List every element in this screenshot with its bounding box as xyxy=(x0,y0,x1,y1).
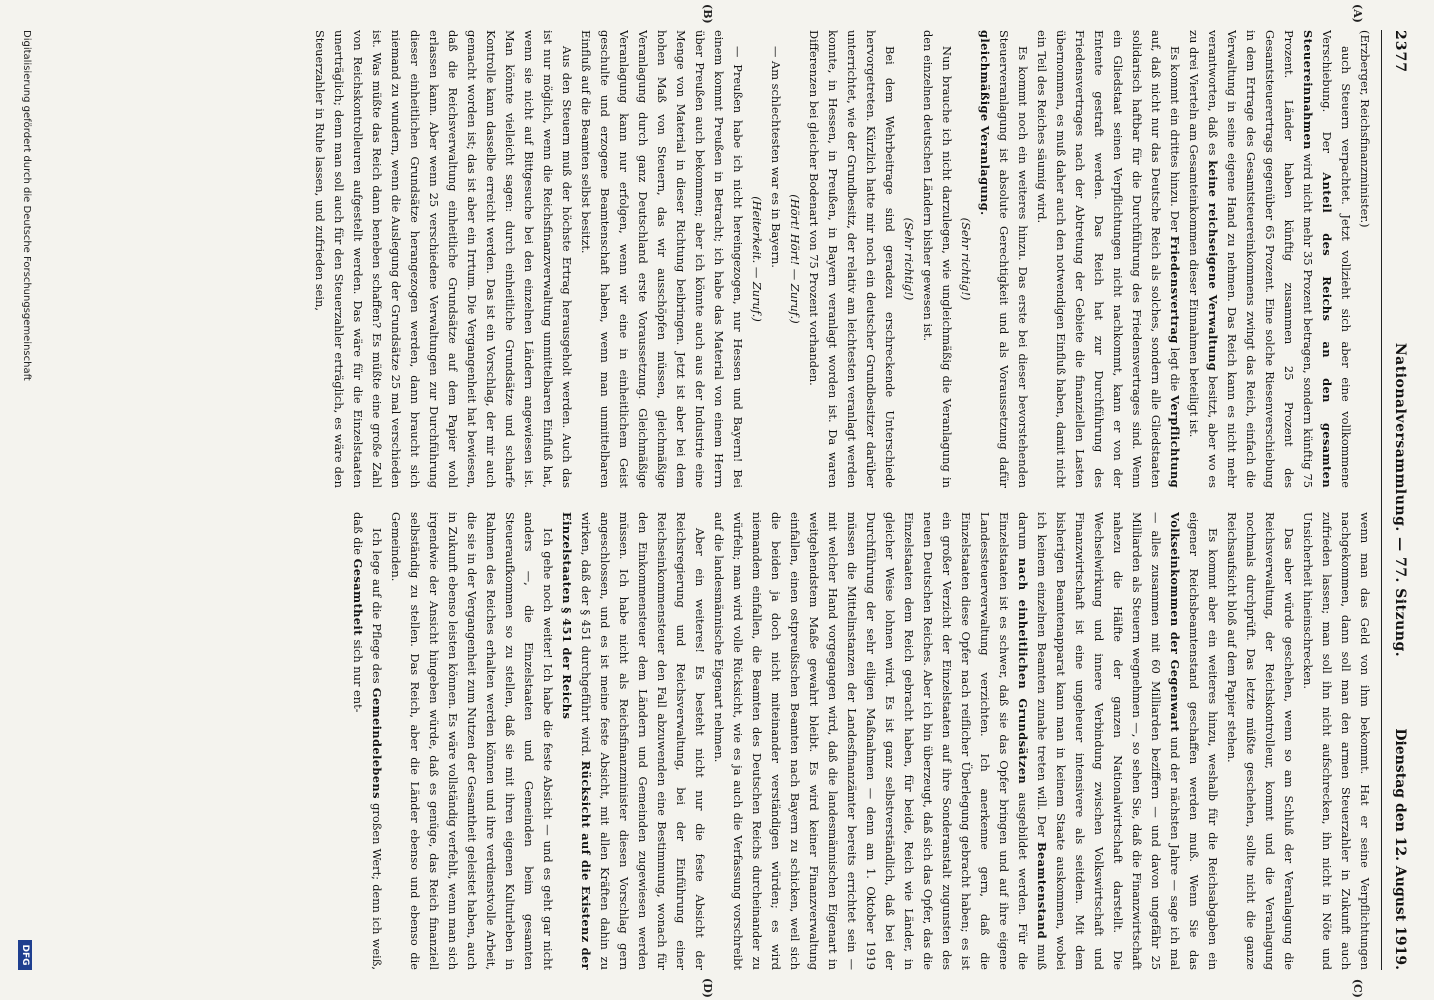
column-left xyxy=(84,30,1374,488)
paragraph: Das aber würde geschehen, wenn so am Schluß der Veranlagung die Reichsverwaltung, der Reichskontrolleur, kommt und die Veranlagung nochmals durchprüft. Das letzte müßte geschehen, sollte nicht die ganze Reichsaufsicht bloß auf dem Papier stehen. xyxy=(1225,512,1296,970)
paragraph: Ich gehe noch weiter! Ich habe die feste Absicht — und es geht gar nicht anders —, die Einzelstaaten und Gemeinden beim gesamten Steueraufkommen so zu stellen, daß sie mit ihren eigenen Kulturleben in Rahmen des Reiches erhalten werden können und ihre verdienstvolle Arbeit, die sie in der Vergangenheit zum Nutzen der Gesamtheit geleistet haben, auch in Zukunft ebenso leisten können. Es wäre vollständig verfehlt, wenn man sich irgendwie der Ansicht hingeben würde, daß es genüge, das Reich finanziell selbständig zu stellen. Das Reich, aber die Länder ebenso und ebenso die Gemeinden. xyxy=(389,512,555,970)
session-date: Dienstag den 12. August 1919. xyxy=(1392,728,1408,970)
interjection: (Hört! Hört! — Zuruf.) xyxy=(788,194,802,324)
speaker-line: (Erzberger, Reichsfinanzminister.) xyxy=(1358,30,1372,228)
paragraph: Es kommt noch ein weiteres hinzu. Das erste bei dieser bevorstehenden Steuerveranlagung ist absolute Gerechtigkeit und als Voraussetzung dafür gleichmäßige Veranlagung. xyxy=(978,30,1030,488)
interjection: (Heiterkeit. — Zuruf.) xyxy=(750,196,764,322)
paragraph: Aber ein weiteres! Es besteht nicht nur die feste Absicht der Reichsregierung und Reichsverwaltung, bei der Einführung einer Reichseinkommensteuer den Fall abzuwenden eine Bestimmung, wonach für den Einkommensteuer dem Ländern und Gemeinden zugewiesen werden müssen. Ich habe nicht als Reichsfinanzminister diesen Vorschlag gern angeschlossen, und es ist meine feste Absicht, mit allen Kräften dahin zu wirken, daß der § 451 durchgeführt wird. Rücksicht auf die Existenz der Einzelstaaten § 451 der Reichs xyxy=(560,512,707,970)
paragraph: Es kommt ein drittes hinzu. Der Friedensvertrag legt die Verpflichtung auf, daß nicht nur das Deutsche Reich als solches, sondern alle Gliedstaaten solidarisch haftbar für die Durchführung des Friedensvertrages sind. Wenn ein Gliedstaat seinen Verpflichtungen nicht nachkommt, kann er von der Entente gestraft werden. Das Reich hat zur Durchführung des Friedensvertrages nach der Abtretung der Gebiete die finanziellen Lasten übernommen, es muß daher auch den notwendigen Einfluß haben, damit nicht ein Teil des Reiches säumig wird. xyxy=(1035,30,1182,488)
page-number: 2377 xyxy=(1392,30,1408,73)
margin-mark-a: (A) xyxy=(1351,4,1364,23)
paragraph: Nun brauche ich nicht darzulegen, wie ungleichmäßig die Veranlagung in den einzelnen deutschen Ländern bisher gewesen ist. xyxy=(921,30,954,488)
paragraph: Bei dem Wehrbeitrage sind geradezu erschreckende Unterschiede hervorgetreten. Kürzlich hatte mir noch ein deutscher Grundbesitzer darüber unterrichtet, wie der Grundbesitz, der relativ am leichtesten veranlagt werden konnte, in Hessen, in Preußen, in Bayern veranlagt worden ist. Da waren Differenzen bei gleicher Bodenart von 75 Prozent vorhanden. xyxy=(807,30,897,488)
paragraph: Ich lege auf die Pflege des Gemeindelebens großen Wert; denn ich weiß, daß die Gesamtheit sich nur ent- xyxy=(351,512,384,970)
page-title: Nationalversammlung. — 77. Sitzung. xyxy=(1392,342,1408,658)
dfg-logo: DFG xyxy=(18,940,32,970)
paragraph: wenn man das Geld von ihm bekommt. Hat er seine Verpflichtungen nachgekommen, dann soll man den armen Steuerzahler in Zukunft auch zufrieden lassen; man soll ihn nicht aufschrecken, ihn nicht in Nöte und Unsicherheit hineinschrecken. xyxy=(1301,512,1372,970)
digitization-footer xyxy=(12,30,32,970)
column-right xyxy=(84,512,1374,970)
margin-mark-d: (D) xyxy=(701,978,714,998)
interjection: (Sehr richtig!) xyxy=(902,217,916,301)
paragraph: — Preußen habe ich nicht hereingezogen, nur Hessen und Bayern! Bei einem kommt Preußen in Betracht; ich habe das Material von einem Herrn über Preußen auch bekommen; aber ich könnte auch aus der Industrie eine Menge von Material in dieser Richtung beibringen. Jetzt ist aber bei dem hohen Maß von Steuern, das wir ausschöpfen müssen, gleichmäßige Veranlagung durch ganz Deutschland erste Voraussetzung. Gleichmäßige Veranlagung kann nur erfolgen, wenn wir eine in einheitlichem Geist geschulte und erzogene Beamtenschaft haben, wenn man unmittelbaren Einfluß auf die Beamten selbst besitzt. xyxy=(579,30,745,488)
funding-credit: Digitalisierung gefördert durch die Deutsche Forschungsgemeinschaft xyxy=(21,30,32,381)
page-header xyxy=(1381,30,1416,970)
paragraph: auch Steuern verpachtet. Jetzt vollzieht sich aber eine vollkommene Verschiebung. Der Anteil des Reichs an den gesamten Steuereinnahmen wird nicht mehr 35 Prozent betragen, sondern künftig 75 Prozent. Länder haben künftig zusammen 25 Prozent des Gesamtsteuerertrags gegenüber 65 Prozent. Eine solche Riesenverschiebung in dem Ertrage des Gesamtsteuereinkommens zwingt das Reich, einfach die Verwaltung in seine eigene Hand zu nehmen. Das Reich kann es nicht mehr verantworten, daß es keine reichseigene Verwaltung besitzt, aber wo es zu drei Vierteln am Gesamteinkommen dieser Einnahmen beteiligt ist. xyxy=(1187,30,1353,488)
text-columns xyxy=(84,30,1374,970)
margin-mark-c: (C) xyxy=(1351,978,1364,998)
margin-mark-b: (B) xyxy=(701,4,714,24)
paragraph: — Am schlechtesten war es in Bayern. xyxy=(769,46,783,268)
interjection: (Sehr richtig!) xyxy=(959,217,973,301)
paragraph: Es kommt aber ein weiteres hinzu, weshalb für die Reichsabgaben ein eigener Reichsbeamtenstand geschaffen werden muß. Wenn Sie das Volkseinkommen der Gegenwart und der nächsten Jahre — sage ich mal — alles zusammen mit 60 Milliarden beziffern — und davon ungefähr 25 Milliarden als Steuern wegnehmen —, so sehen Sie, daß die Finanzwirtschaft nahezu die Hälfte der ganzen Nationalwirtschaft darstellt. Die Wechselwirkung und innere Verbindung zwischen Volkswirtschaft und Finanzwirtschaft ist eine ungeheuer intensivere als seitdem. Mit dem bisherigen Beamtenapparat kann man in keinem Staate auskommen, wobei ich keinem einzelnen Beamten zunahe treten will. Der Beamtenstand muß darum nach einheitlichen Grundsätzen ausgebildet werden. Für die Einzelstaaten ist es schwer, daß sie das Opfer bringen und auf ihre eigene Landessteuerverwaltung verzichten. Ich anerkenne gern, daß die Einzelstaaten diese Opfer nach reiflicher Überlegung gebracht haben; es ist ein großer Verzicht der Einzelstaaten auf ihre Sonderanstalt zugunsten des neuen Deutschen Reiches. Aber ich bin überzeugt, daß sich das Opfer, das die Einzelstaaten dem Reich gebracht haben, für beide, Reich wie Länder, in gleicher Weise lohnen wird. Es ist ganz selbstverständlich, daß bei der Durchführung der sehr eiligen Maßnahmen — denn am 1. Oktober 1919 müssen die Mittelinstanzen der Landesfinanzämter bereits errichtet sein — mit welcher Hand vorgegangen wird, daß die landesmännischen Eigenart in weitgehendstem Maße gewahrt bleibt. Es wird keiner Finanzverwaltung einfallen, einen ostpreußischen Beamten nach Bayern zu schicken, weil sich die beiden ja doch nicht miteinander verständigen würden; es wird niemandem einfallen, die Beamten des Deutschen Reichs durcheinander zu würfeln; man wird volle Rücksicht, wie es ja auch die Verfassung vorschreibt auf die landesmännische Eigenart nehmen. xyxy=(712,512,1220,970)
paragraph: Aus den Steuern muß der höchste Ertrag herausgeholt werden. Auch das ist nur möglich, wenn die Reichsfinanzverwaltung unmittelbaren Einfluß hat, wenn sie nicht auf Bittgesuche bei den einzelnen Ländern angewiesen ist. Man könnte vielleicht sagen: durch einheitliche Grundsätze und scharfe Kontrolle kann dasselbe erreicht werden. Das ist ein Vorschlag, der mir auch gemacht worden ist; das ist aber ein Irrtum. Die Vergangenheit hat bewiesen, daß die Reichsverwaltung einheitliche Grundsätze auf dem Papier wohl erlassen kann. Aber wenn 25 verschiedene Verwaltungen zur Durchführung dieser einheitlichen Grundsätze herangezogen werden, dann braucht sich niemand zu wundern, wenn die Auslegung der Grundsätze 25 mal verschieden ist. Was müßte das Reich dann beneben schaffen? Es müßte eine große Zahl von Reichskontrolleuren aufgestellt werden. Das wäre für die Einzelstaaten unerträglich; denn man soll auch für den Steuerzahler erträglich, es wäre den Steuerzahler in Ruhe lassen, und zufrieden sein, xyxy=(313,30,574,488)
